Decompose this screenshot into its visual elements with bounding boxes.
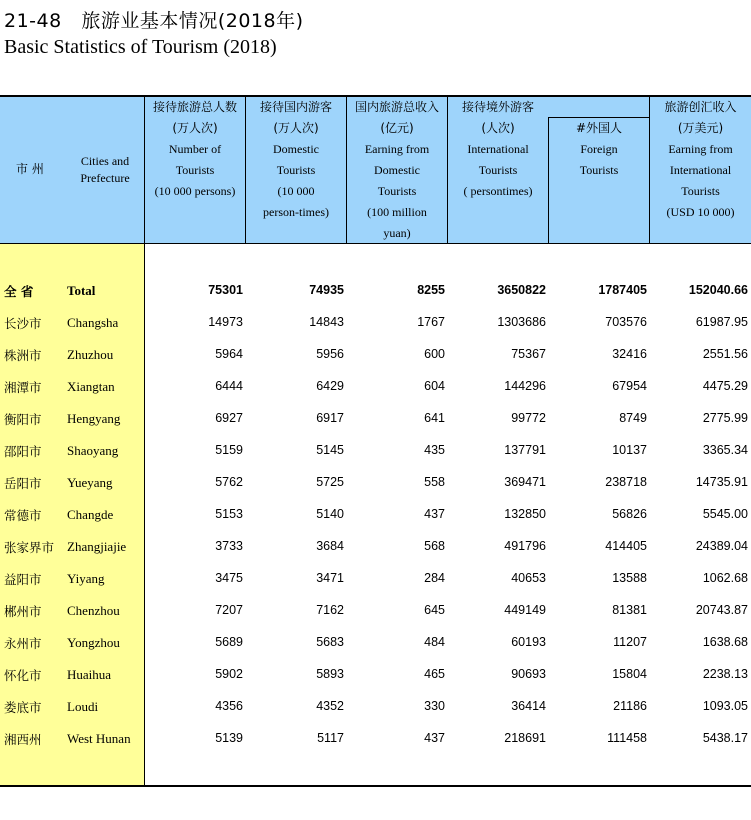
city-name-cn: 全 省 [4, 284, 34, 299]
table-row [0, 340, 751, 372]
cell-total-tourists: 3733 [215, 539, 243, 553]
cell-domestic-tourists: 5145 [316, 443, 344, 457]
cell-domestic-earning: 558 [424, 475, 445, 489]
city-name-en: Xiangtan [67, 379, 115, 394]
cell-total-tourists: 5139 [215, 731, 243, 745]
city-name-cn: 常德市 [4, 508, 42, 523]
cell-domestic-tourists: 6917 [316, 411, 344, 425]
cell-domestic-earning: 1767 [417, 315, 445, 329]
table-row [0, 596, 751, 628]
city-name-en: Changde [67, 507, 114, 522]
cell-domestic-tourists: 5117 [317, 731, 344, 745]
cell-international-tourists: 60193 [511, 635, 546, 649]
city-name-en: Hengyang [67, 411, 121, 426]
table-row [0, 724, 751, 756]
city-name-en: Zhangjiajie [67, 539, 127, 554]
city-name-en: Loudi [67, 699, 99, 714]
cell-international-tourists: 132850 [504, 507, 546, 521]
city-name-cn: 衡阳市 [4, 412, 42, 427]
cell-foreign-tourists: 13588 [612, 571, 647, 585]
cell-domestic-earning: 284 [424, 571, 445, 585]
cell-total-tourists: 75301 [208, 283, 243, 297]
city-name-cn: 邵阳市 [4, 444, 42, 459]
table-row [0, 660, 751, 692]
city-name-en: Changsha [67, 315, 119, 330]
cell-domestic-earning: 330 [424, 699, 445, 713]
city-name-cn: 湘西州 [4, 732, 42, 747]
cell-international-tourists: 449149 [504, 603, 546, 617]
table-row [0, 692, 751, 724]
cell-international-earning: 5438.17 [702, 731, 748, 745]
cell-total-tourists: 5762 [215, 475, 243, 489]
cell-domestic-tourists: 7162 [316, 603, 344, 617]
cell-domestic-earning: 568 [424, 539, 445, 553]
cell-international-earning: 61987.95 [695, 315, 748, 329]
city-name-cn: 娄底市 [4, 700, 42, 715]
city-name-cn: 湘潭市 [4, 380, 42, 395]
cell-foreign-tourists: 15804 [612, 667, 647, 681]
cell-international-earning: 1062.68 [702, 571, 748, 585]
table-row [0, 276, 751, 308]
city-name-en: Shaoyang [67, 443, 119, 458]
cell-domestic-earning: 641 [424, 411, 445, 425]
cell-foreign-tourists: 414405 [605, 539, 647, 553]
city-name-en: Zhuzhou [67, 347, 114, 362]
cell-domestic-earning: 600 [424, 347, 445, 361]
table-row [0, 468, 751, 500]
cell-international-tourists: 40653 [511, 571, 546, 585]
header-domestic-earning: 国内旅游总收入 (亿元) Earning from Domestic Tourists (100 million yuan) [354, 100, 439, 240]
city-name-en: Yongzhou [67, 635, 120, 650]
cell-international-earning: 4475.29 [702, 379, 748, 393]
cell-international-tourists: 369471 [504, 475, 546, 489]
cell-total-tourists: 5902 [215, 667, 243, 681]
city-name-cn: 郴州市 [4, 604, 42, 619]
table-number-and-chinese-title [4, 6, 304, 33]
english-title: Basic Statistics of Tourism (2018) [4, 36, 277, 58]
cell-foreign-tourists: 56826 [612, 507, 647, 521]
cell-international-earning: 5545.00 [702, 507, 748, 521]
bottom-rule [0, 785, 751, 787]
city-name-cn: 株洲市 [4, 348, 42, 363]
cell-foreign-tourists: 81381 [612, 603, 647, 617]
cell-total-tourists: 4356 [215, 699, 243, 713]
cell-international-tourists: 144296 [504, 379, 546, 393]
stub-header-english: Cities and Prefecture [80, 154, 130, 185]
cell-international-earning: 2775.99 [702, 411, 748, 425]
cell-total-tourists: 5159 [215, 443, 243, 457]
cell-international-earning: 1093.05 [702, 699, 748, 713]
table-row [0, 308, 751, 340]
cell-domestic-tourists: 4352 [316, 699, 344, 713]
cell-domestic-earning: 465 [424, 667, 445, 681]
table-row [0, 532, 751, 564]
cell-international-tourists: 90693 [511, 667, 546, 681]
cell-foreign-tourists: 32416 [612, 347, 647, 361]
city-name-en: Chenzhou [67, 603, 120, 618]
header-foreign-tourists: #外国人 Foreign Tourists [575, 121, 623, 177]
cell-domestic-earning: 435 [424, 443, 445, 457]
cell-international-earning: 2551.56 [702, 347, 748, 361]
cell-international-earning: 1638.68 [702, 635, 748, 649]
cell-international-earning: 14735.91 [695, 475, 748, 489]
cell-total-tourists: 7207 [215, 603, 243, 617]
cell-international-tourists: 1303686 [497, 315, 546, 329]
cell-foreign-tourists: 238718 [605, 475, 647, 489]
cell-international-tourists: 75367 [511, 347, 546, 361]
stub-header-chinese: 市 州 [16, 162, 44, 176]
cell-foreign-tourists: 8749 [619, 411, 647, 425]
cell-total-tourists: 14973 [208, 315, 243, 329]
table-row [0, 564, 751, 596]
table-row [0, 436, 751, 468]
cell-foreign-tourists: 67954 [612, 379, 647, 393]
cell-foreign-tourists: 703576 [605, 315, 647, 329]
city-name-cn: 永州市 [4, 636, 42, 651]
header-international-tourists: (人次) International Tourists ( persontimes) [463, 121, 533, 198]
cell-total-tourists: 3475 [215, 571, 243, 585]
cell-international-earning: 2238.13 [702, 667, 748, 681]
cell-domestic-earning: 484 [424, 635, 445, 649]
cell-international-earning: 3365.34 [702, 443, 748, 457]
city-name-cn: 益阳市 [4, 572, 42, 587]
cell-international-tourists: 491796 [504, 539, 546, 553]
header-domestic-tourists: 接待国内游客 (万人次) Domestic Tourists (10 000 person-times) [259, 100, 332, 219]
cell-domestic-earning: 437 [424, 507, 445, 521]
cell-domestic-tourists: 5725 [316, 475, 344, 489]
cell-domestic-tourists: 5140 [316, 507, 344, 521]
city-name-cn: 岳阳市 [4, 476, 42, 491]
cell-international-tourists: 137791 [504, 443, 546, 457]
cell-total-tourists: 6444 [215, 379, 243, 393]
cell-international-earning: 20743.87 [695, 603, 748, 617]
cell-foreign-tourists: 11207 [613, 635, 647, 649]
cell-foreign-tourists: 10137 [612, 443, 647, 457]
city-name-cn: 张家界市 [4, 540, 55, 555]
cell-international-tourists: 218691 [504, 731, 546, 745]
cell-domestic-tourists: 74935 [309, 283, 344, 297]
cell-foreign-tourists: 1787405 [598, 283, 647, 297]
header-international-earning: 旅游创汇收入 (万美元) Earning from International Tourists (USD 10 000) [664, 100, 737, 219]
cell-foreign-tourists: 21186 [613, 699, 647, 713]
header-international-group: 接待境外游客 [461, 100, 534, 114]
cell-international-earning: 24389.04 [695, 539, 748, 553]
cell-international-tourists: 99772 [511, 411, 546, 425]
table-row [0, 500, 751, 532]
cell-domestic-tourists: 5683 [316, 635, 344, 649]
cell-domestic-earning: 604 [424, 379, 445, 393]
cell-international-earning: 152040.66 [688, 283, 748, 297]
cell-domestic-earning: 437 [424, 731, 445, 745]
city-name-en: Huaihua [67, 667, 112, 682]
cell-international-tourists: 3650822 [497, 283, 546, 297]
cell-total-tourists: 5689 [215, 635, 243, 649]
cell-international-tourists: 36414 [511, 699, 546, 713]
cell-domestic-tourists: 3471 [316, 571, 344, 585]
city-name-en: Yueyang [67, 475, 113, 490]
city-name-cn: 怀化市 [4, 668, 42, 683]
table-number: 21-48 [4, 10, 62, 32]
chinese-title: 旅游业基本情况(2018年) [81, 10, 304, 32]
cell-domestic-tourists: 3684 [316, 539, 344, 553]
cell-total-tourists: 5153 [215, 507, 243, 521]
table-row [0, 628, 751, 660]
cell-domestic-earning: 645 [424, 603, 445, 617]
table-row [0, 372, 751, 404]
cell-total-tourists: 6927 [215, 411, 243, 425]
city-name-cn: 长沙市 [4, 316, 42, 331]
cell-domestic-tourists: 5893 [316, 667, 344, 681]
cell-domestic-tourists: 6429 [316, 379, 344, 393]
cell-domestic-tourists: 5956 [316, 347, 344, 361]
cell-foreign-tourists: 111458 [607, 731, 647, 745]
cell-domestic-earning: 8255 [417, 283, 445, 297]
city-name-en: Yiyang [67, 571, 105, 586]
cell-total-tourists: 5964 [215, 347, 243, 361]
city-name-en: Total [67, 283, 96, 298]
city-name-en: West Hunan [67, 731, 131, 746]
cell-domestic-tourists: 14843 [309, 315, 344, 329]
table-row [0, 404, 751, 436]
header-total-tourists: 接待旅游总人数 (万人次) Number of Tourists (10 000 persons) [152, 100, 237, 198]
